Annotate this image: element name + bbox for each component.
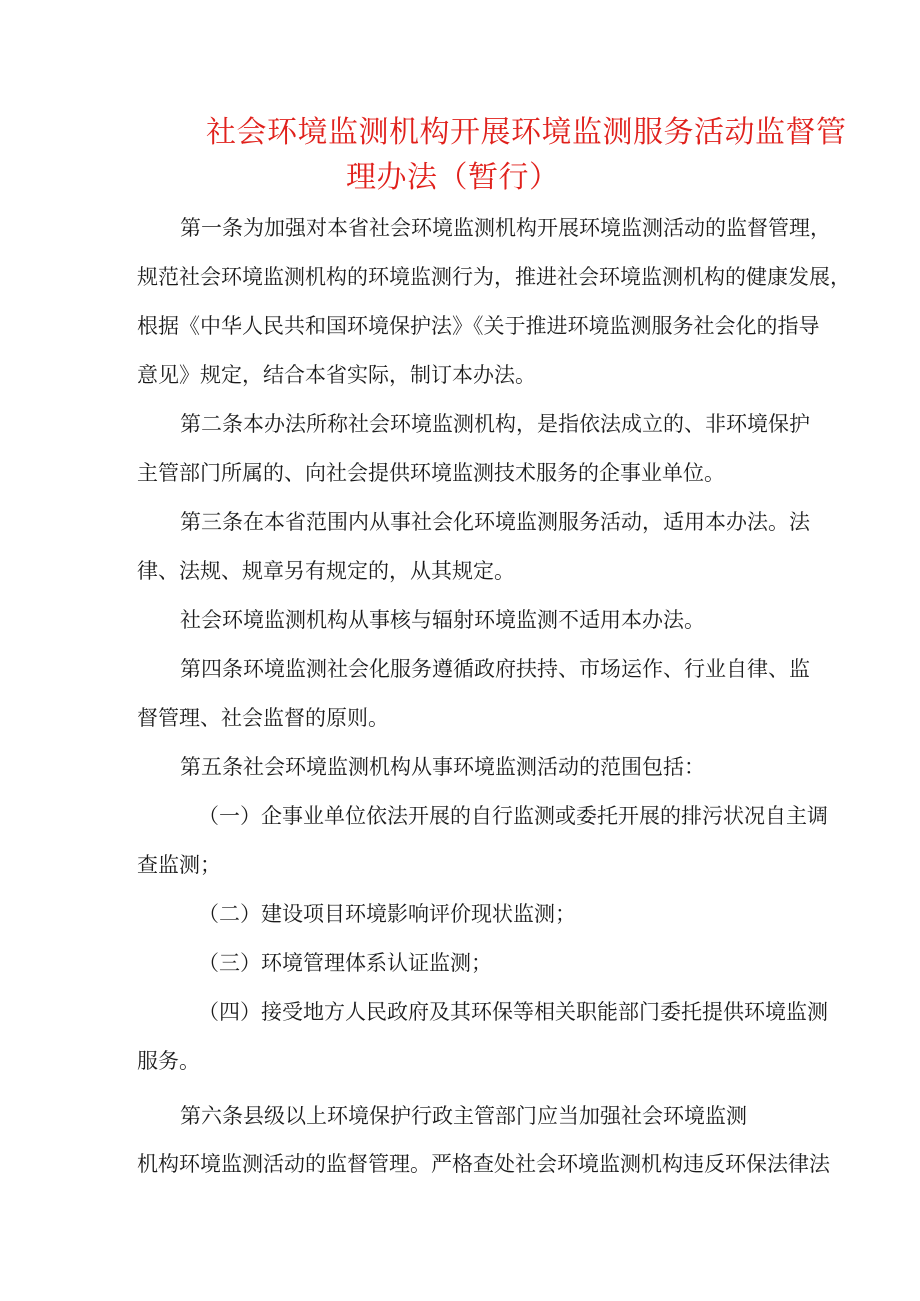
paragraph-line: 第五条社会环境监测机构从事环境监测活动的范围包括：	[180, 755, 705, 779]
paragraph-line: 督管理、社会监督的原则。	[137, 706, 389, 730]
paragraph-line: 第三条在本省范围内从事社会化环境监测服务活动，适用本办法。法	[180, 510, 810, 534]
document-title-line-1: 社会环境监测机构开展环境监测服务活动监督管	[206, 115, 847, 150]
list-item-line: （三）环境管理体系认证监测；	[198, 951, 492, 975]
paragraph-line: 根据《中华人民共和国环境保护法》《关于推进环境监测服务社会化的指导	[137, 314, 820, 338]
paragraph-line: 律、法规、规章另有规定的，从其规定。	[137, 559, 515, 583]
list-item-line: （四）接受地方人民政府及其环保等相关职能部门委托提供环境监测	[198, 1000, 828, 1024]
document-title-line-2: 理办法（暂行）	[346, 160, 560, 195]
list-item-line: （二）建设项目环境影响评价现状监测；	[198, 902, 576, 926]
paragraph-line: 意见》规定，结合本省实际，制订本办法。	[137, 363, 536, 387]
paragraph-line: 社会环境监测机构从事核与辐射环境监测不适用本办法。	[180, 608, 705, 632]
paragraph-line: 第四条环境监测社会化服务遵循政府扶持、市场运作、行业自律、监	[180, 657, 810, 681]
list-item-line: （一）企事业单位依法开展的自行监测或委托开展的排污状况自主调	[198, 804, 828, 828]
paragraph-line: 主管部门所属的、向社会提供环境监测技术服务的企事业单位。	[137, 461, 725, 485]
paragraph-line: 机构环境监测活动的监督管理。严格查处社会环境监测机构违反环保法律法	[137, 1152, 830, 1176]
list-item-line: 服务。	[137, 1049, 200, 1073]
paragraph-line: 第一条为加强对本省社会环境监测机构开展环境监测活动的监督管理，	[180, 216, 831, 240]
paragraph-line: 第二条本办法所称社会环境监测机构，是指依法成立的、非环境保护	[180, 412, 810, 436]
paragraph-line: 规范社会环境监测机构的环境监测行为，推进社会环境监测机构的健康发展，	[137, 265, 851, 289]
list-item-line: 查监测；	[137, 853, 221, 877]
paragraph-line: 第六条县级以上环境保护行政主管部门应当加强社会环境监测	[180, 1104, 747, 1128]
